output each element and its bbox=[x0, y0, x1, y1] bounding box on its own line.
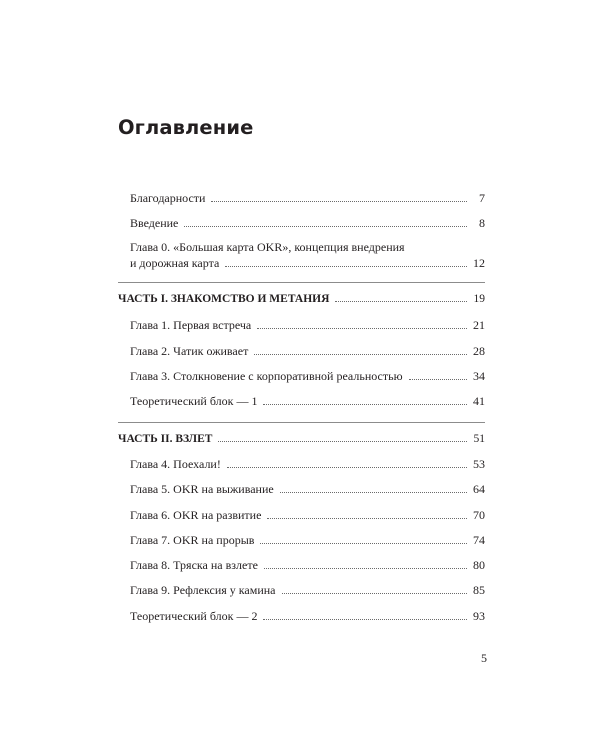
divider bbox=[118, 282, 485, 283]
toc-entry-label: Теоретический блок — 2 bbox=[130, 609, 258, 623]
toc-entry-label: Глава 6. OKR на развитие bbox=[130, 508, 262, 522]
dot-leader bbox=[211, 201, 467, 202]
toc-entry-page: 70 bbox=[473, 508, 485, 522]
dot-leader bbox=[184, 226, 467, 227]
toc-part-title: ЧАСТЬ II. ВЗЛЕТ bbox=[118, 433, 213, 445]
toc-entry-chapter-1[interactable] bbox=[118, 318, 485, 333]
toc-entry-page: 53 bbox=[473, 457, 485, 471]
toc-entry-label: Глава 5. OKR на выживание bbox=[130, 482, 274, 496]
dot-leader bbox=[227, 467, 467, 468]
toc-entry-page: 41 bbox=[473, 394, 485, 408]
toc-entry-chapter-5[interactable] bbox=[118, 482, 485, 497]
toc-entry-page: 93 bbox=[473, 609, 485, 623]
dot-leader bbox=[257, 328, 467, 329]
toc-entry-page: 21 bbox=[473, 318, 485, 332]
dot-leader bbox=[280, 492, 467, 493]
page-number: 5 bbox=[481, 651, 487, 665]
toc-part-page: 19 bbox=[473, 293, 485, 305]
dot-leader bbox=[409, 379, 467, 380]
toc-entry-page: 74 bbox=[473, 533, 485, 547]
toc-entry-acknowledgements[interactable] bbox=[118, 191, 485, 206]
toc-entry-chapter-9[interactable] bbox=[118, 583, 485, 598]
toc-entry-page: 7 bbox=[479, 191, 485, 205]
toc-entry-theory-block-1[interactable] bbox=[118, 394, 485, 409]
toc-entry-theory-block-2[interactable] bbox=[118, 609, 485, 624]
toc-entry-label: Глава 8. Тряска на взлете bbox=[130, 558, 258, 572]
toc-entry-label: Благодарности bbox=[130, 191, 206, 205]
toc-entry-page: 64 bbox=[473, 482, 485, 496]
dot-leader bbox=[263, 619, 467, 620]
toc-entry-label: Глава 7. OKR на прорыв bbox=[130, 533, 255, 547]
dot-leader bbox=[282, 593, 468, 594]
toc-entry-label: Введение bbox=[130, 216, 179, 230]
toc-entry-chapter-0[interactable] bbox=[118, 256, 485, 271]
toc-entry-label: Глава 0. «Большая карта OKR», концепция внедрения bbox=[130, 240, 405, 254]
toc-entry-label: Глава 4. Поехали! bbox=[130, 457, 221, 471]
dot-leader bbox=[218, 441, 467, 442]
toc-entry-page: 8 bbox=[479, 216, 485, 230]
toc-entry-label: Теоретический блок — 1 bbox=[130, 394, 258, 408]
divider bbox=[118, 422, 485, 423]
toc-entry-chapter-7[interactable] bbox=[118, 533, 485, 548]
toc-entry-page: 12 bbox=[473, 256, 485, 270]
toc-part-2[interactable] bbox=[118, 432, 485, 447]
toc-entry-page: 85 bbox=[473, 583, 485, 597]
toc-entry-page: 80 bbox=[473, 558, 485, 572]
dot-leader bbox=[335, 301, 467, 302]
page-title: Оглавление bbox=[118, 116, 254, 139]
toc-entry-page: 34 bbox=[473, 369, 485, 383]
toc-entry-chapter-2[interactable] bbox=[118, 344, 485, 359]
toc-entry-chapter-8[interactable] bbox=[118, 558, 485, 573]
dot-leader bbox=[264, 568, 467, 569]
toc-entry-chapter-6[interactable] bbox=[118, 508, 485, 523]
toc-entry-chapter-4[interactable] bbox=[118, 457, 485, 472]
dot-leader bbox=[225, 266, 467, 267]
toc-part-title: ЧАСТЬ I. ЗНАКОМСТВО И МЕТАНИЯ bbox=[118, 293, 330, 305]
dot-leader bbox=[263, 404, 467, 405]
toc-part-page: 51 bbox=[473, 433, 485, 445]
dot-leader bbox=[267, 518, 467, 519]
toc-entry-label: и дорожная карта bbox=[130, 256, 220, 270]
toc-entry-label: Глава 1. Первая встреча bbox=[130, 318, 252, 332]
toc-part-1[interactable] bbox=[118, 292, 485, 307]
toc-entry-label: Глава 3. Столкновение с корпоративной реальностью bbox=[130, 369, 403, 383]
toc-entry-label: Глава 2. Чатик оживает bbox=[130, 344, 249, 358]
dot-leader bbox=[254, 354, 467, 355]
dot-leader bbox=[260, 543, 467, 544]
table-of-contents bbox=[118, 0, 485, 750]
toc-entry-page: 28 bbox=[473, 344, 485, 358]
toc-entry-label: Глава 9. Рефлексия у камина bbox=[130, 583, 276, 597]
toc-entry-introduction[interactable] bbox=[118, 216, 485, 231]
toc-entry-chapter-0-line1[interactable] bbox=[118, 240, 485, 255]
toc-entry-chapter-3[interactable] bbox=[118, 369, 485, 384]
